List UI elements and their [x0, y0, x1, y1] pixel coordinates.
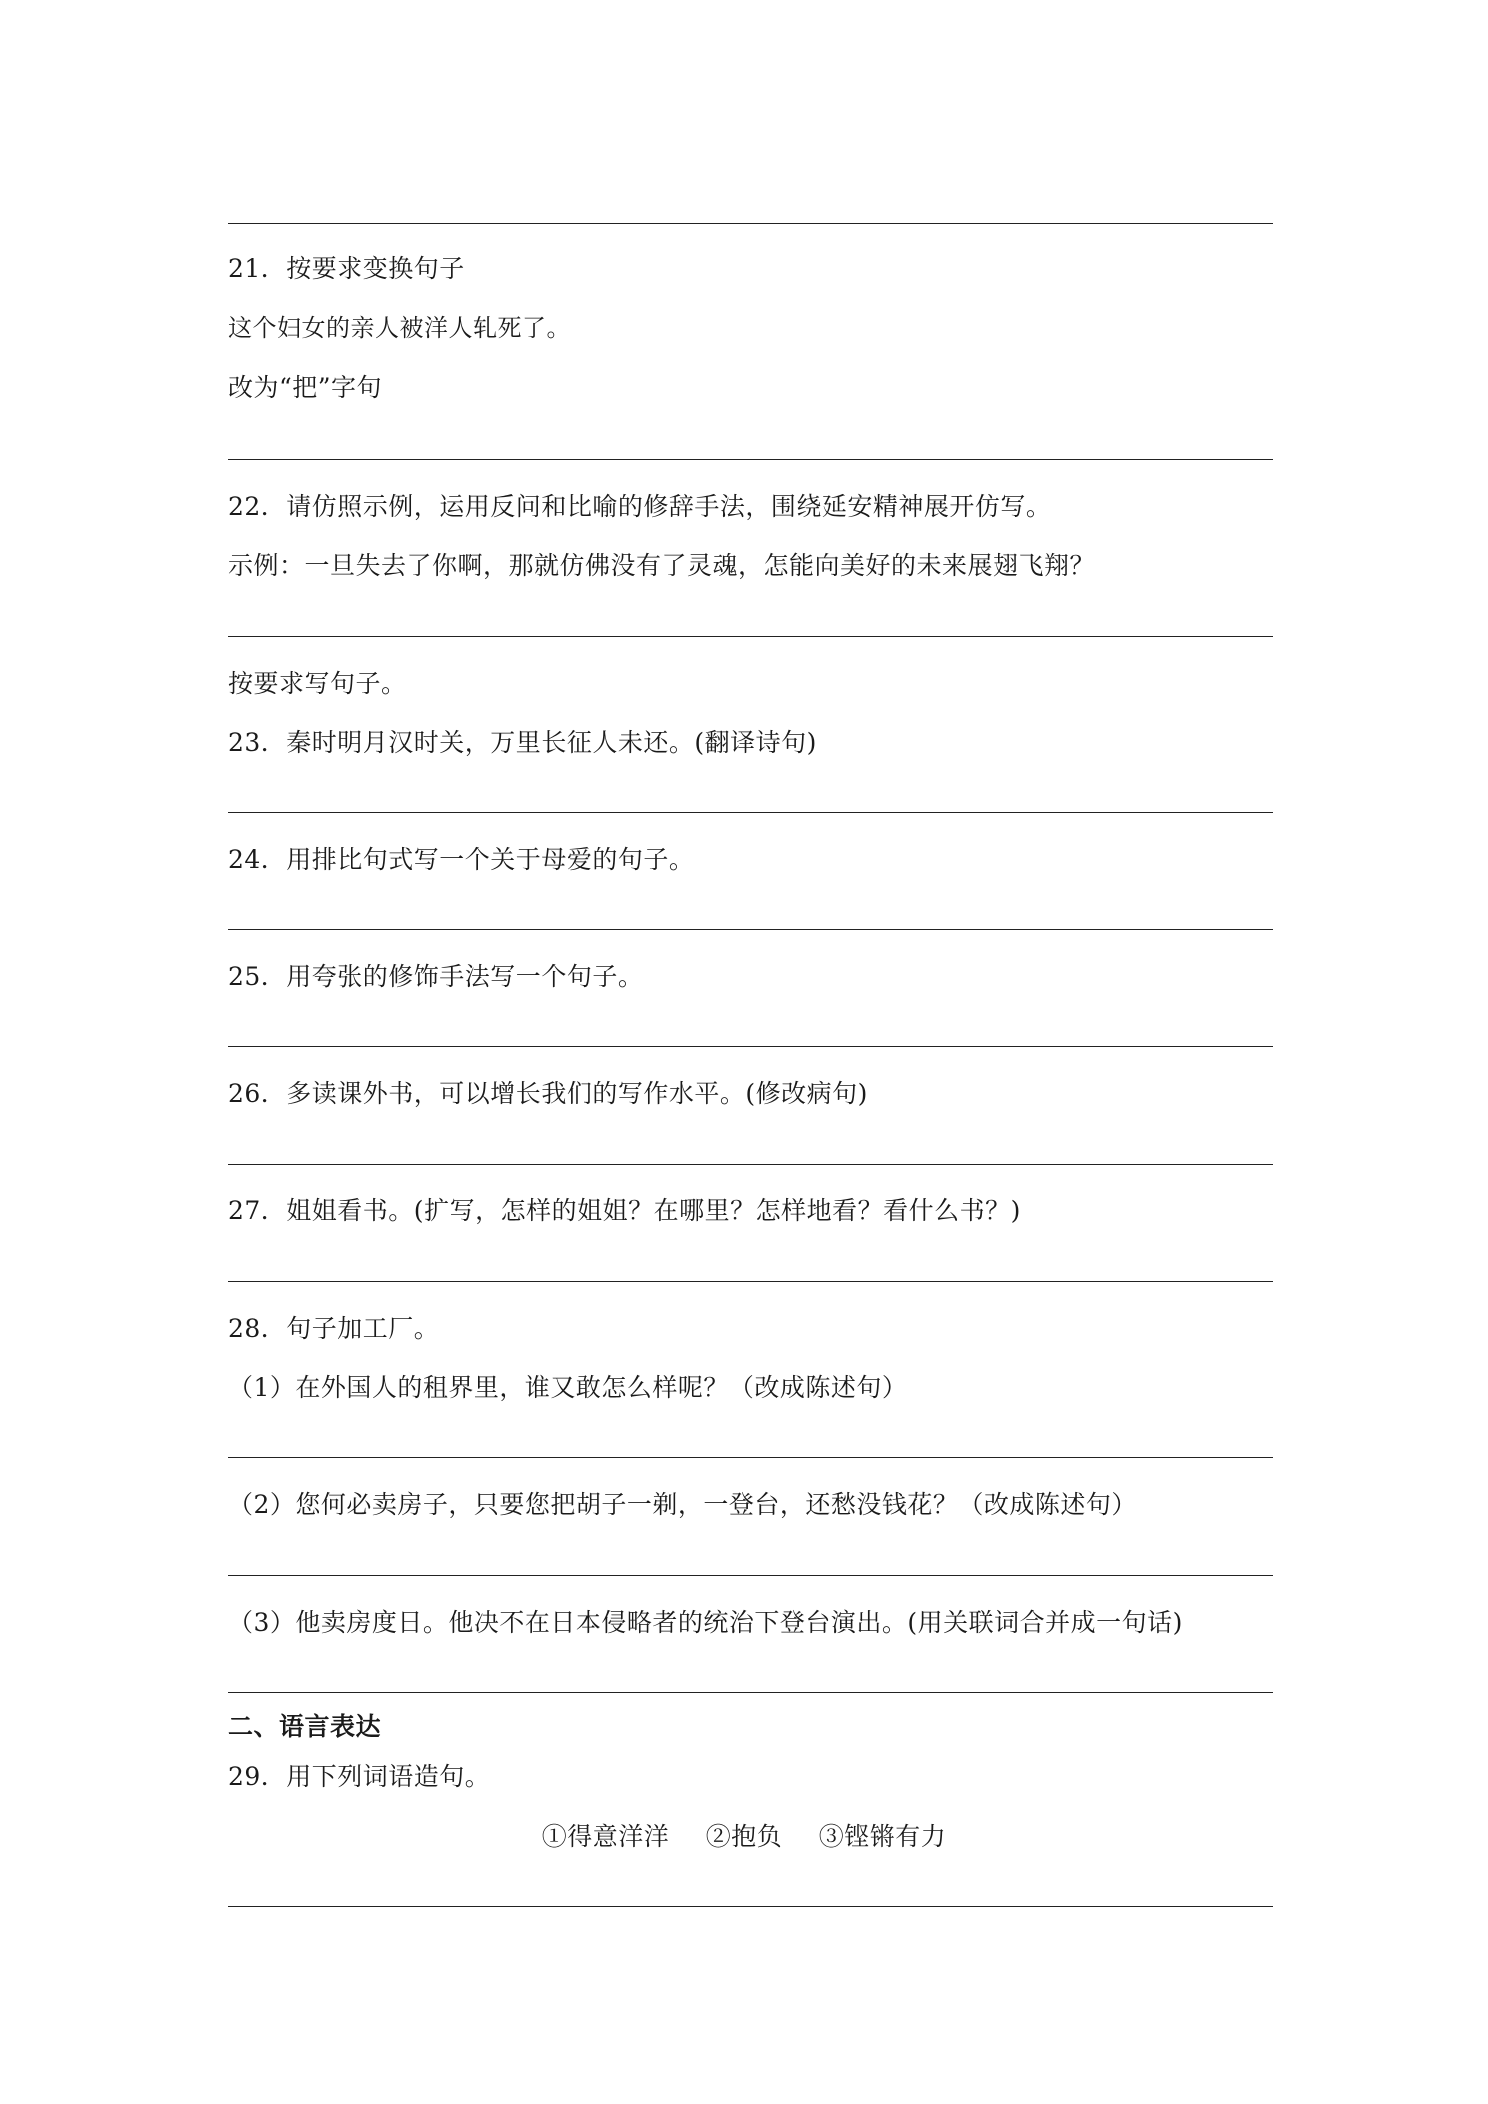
q25-title: 25．用夸张的修饰手法写一个句子。 — [228, 962, 644, 991]
q28-sub3: （3）他卖房度日。他决不在日本侵略者的统治下登台演出。(用关联词合并成一句话) — [228, 1608, 1183, 1637]
q29-word-list — [0, 1820, 1488, 1854]
answer-line-q26 — [228, 1164, 1273, 1165]
q28-sub1: （1）在外国人的租界里，谁又敢怎么样呢？（改成陈述句） — [228, 1373, 908, 1402]
answer-line-q22 — [228, 636, 1273, 637]
q29-word-2: ②抱负 — [705, 1822, 783, 1851]
q28-title: 28．句子加工厂。 — [228, 1314, 440, 1343]
q22-example: 示例：一旦失去了你啊，那就仿佛没有了灵魂，怎能向美好的未来展翅飞翔？ — [228, 551, 1096, 580]
q21-sentence: 这个妇女的亲人被洋人轧死了。 — [228, 314, 571, 342]
q21-title: 21．按要求变换句子 — [228, 254, 465, 283]
q29-word-3: ③铿锵有力 — [818, 1822, 947, 1851]
q26-title: 26．多读课外书，可以增长我们的写作水平。(修改病句) — [228, 1079, 868, 1108]
q23-title: 23．秦时明月汉时关，万里长征人未还。(翻译诗句) — [228, 728, 817, 757]
q28-sub2: （2）您何必卖房子，只要您把胡子一剃，一登台，还愁没钱花？（改成陈述句） — [228, 1490, 1137, 1519]
answer-line-q29 — [228, 1906, 1273, 1907]
q24-title: 24．用排比句式写一个关于母爱的句子。 — [228, 845, 695, 874]
section2-heading: 二、语言表达 — [228, 1712, 382, 1741]
q21-instruction: 改为“把”字句 — [228, 373, 383, 402]
answer-line-q25 — [228, 1046, 1273, 1047]
answer-line-q21 — [228, 459, 1273, 460]
answer-line-top — [228, 223, 1273, 224]
answer-line-q28-sub2 — [228, 1575, 1273, 1576]
q29-word-1: ①得意洋洋 — [541, 1822, 670, 1851]
q29-title: 29．用下列词语造句。 — [228, 1762, 491, 1791]
q27-title: 27．姐姐看书。(扩写，怎样的姐姐？在哪里？怎样地看？看什么书？) — [228, 1196, 1021, 1225]
q22-title: 22．请仿照示例，运用反问和比喻的修辞手法，围绕延安精神展开仿写。 — [228, 492, 1052, 521]
answer-line-q27 — [228, 1281, 1273, 1282]
answer-line-q24 — [228, 929, 1273, 930]
answer-line-q28-sub3 — [228, 1692, 1273, 1693]
group-heading: 按要求写句子。 — [228, 669, 407, 698]
answer-line-q28-sub1 — [228, 1457, 1273, 1458]
answer-line-q23 — [228, 812, 1273, 813]
